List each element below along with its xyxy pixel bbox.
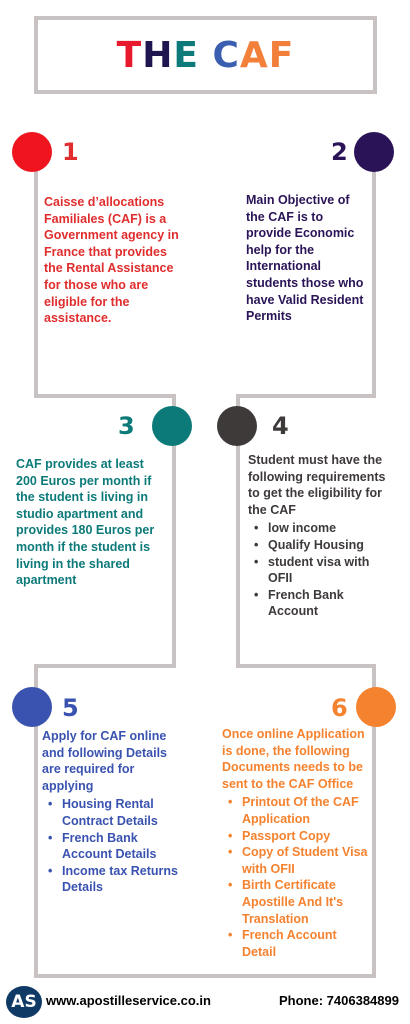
bullet-item: • Copy of Student Visa with OFII: [222, 844, 370, 877]
connector-line: [34, 664, 176, 668]
step-4-description: Student must have the following requirements to get the eligibility for the CAF: [248, 453, 386, 517]
bullet-item: • French Bank Account Details: [42, 830, 178, 863]
step-4-bullets: [248, 520, 396, 620]
bullet-item: • Passport Copy: [222, 828, 370, 845]
step-2-text: [246, 192, 366, 325]
page-title: [117, 35, 295, 76]
step-2-description: Main Objective of the CAF is to provide Economic help for the International students those who have Valid Resident Permits: [246, 193, 364, 324]
title-letter: E: [173, 34, 199, 76]
connector-line: [236, 664, 376, 668]
connector-line: [34, 148, 38, 398]
bullet-item: • Housing Rental Contract Details: [42, 796, 178, 829]
title-letter: T: [116, 34, 143, 76]
step-5-description: Apply for CAF online and following Details are required for applying: [42, 729, 168, 793]
title-letter: C: [212, 34, 240, 76]
bullet-item: • low income: [248, 520, 396, 537]
bullet-item: • Qualify Housing: [248, 537, 396, 554]
title-letter: [199, 35, 213, 76]
step-3-text: [16, 456, 164, 589]
title-letter: A: [239, 34, 269, 76]
step-5-bullets: [42, 796, 178, 896]
step-6-bullets: [222, 794, 370, 960]
step-5-text: [42, 728, 178, 896]
connector-line: [236, 394, 376, 398]
step-6-description: Once online Application is done, the following Documents needs to be sent to the CAF Office: [222, 727, 365, 791]
connector-line: [34, 974, 376, 978]
step-6-text: [222, 726, 370, 960]
bullet-item: • Birth Certificate Apostille And It's Translation: [222, 877, 370, 927]
title-box: [34, 16, 377, 94]
step-2-number: 2: [331, 138, 348, 166]
phone-number: Phone: 7406384899: [279, 993, 399, 1008]
step-5-number: 5: [62, 694, 79, 722]
website-link[interactable]: www.apostilleservice.co.in: [46, 993, 211, 1008]
title-letter: F: [268, 34, 295, 76]
step-4-text: [248, 452, 396, 620]
connector-line: [34, 394, 176, 398]
step-4-circle: [217, 406, 257, 446]
bullet-item: • Printout Of the CAF Application: [222, 794, 370, 827]
connector-line: [372, 148, 376, 398]
step-3-description: CAF provides at least 200 Euros per month if the student is living in studio apartment and provides 180 Euros per month if the student is living in the shared apartment: [16, 457, 155, 588]
step-1-description: Caisse d’allocations Familiales (CAF) is a Government agency in France that provides the Rental Assistance for those who are eligible for the assistance.: [44, 195, 179, 326]
step-6-circle: [356, 687, 396, 727]
step-5-circle: [12, 687, 52, 727]
step-3-circle: [152, 406, 192, 446]
step-1-number: 1: [62, 138, 79, 166]
step-3-number: 3: [118, 412, 135, 440]
step-4-number: 4: [272, 412, 289, 440]
bullet-item: • student visa with OFII: [248, 554, 396, 587]
logo: AS: [6, 986, 42, 1018]
title-letter: H: [142, 34, 174, 76]
bullet-item: • Income tax Returns Details: [42, 863, 178, 896]
bullet-item: • French Account Detail: [222, 927, 370, 960]
step-1-text: [44, 194, 184, 327]
step-6-number: 6: [331, 694, 348, 722]
step-2-circle: [354, 132, 394, 172]
step-1-circle: [12, 132, 52, 172]
bullet-item: • French Bank Account: [248, 587, 396, 620]
